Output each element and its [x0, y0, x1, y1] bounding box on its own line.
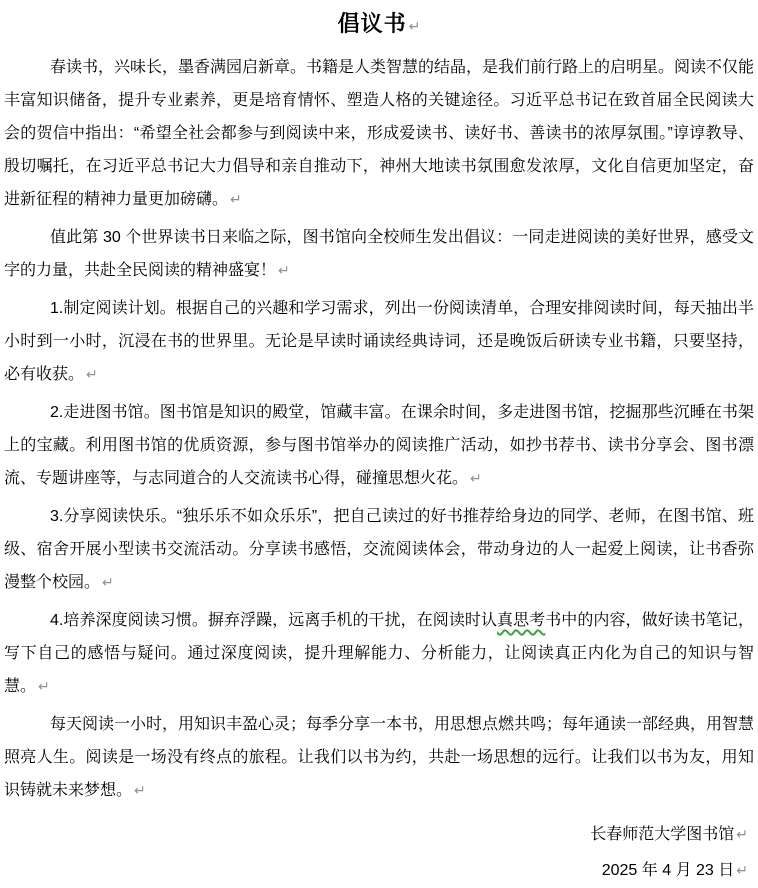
paragraph-intro[interactable]: [4, 51, 754, 217]
paragraph-mark-icon: ↵: [470, 471, 482, 487]
paragraph-occasion-text: 值此第 30 个世界读书日来临之际，图书馆向全校师生发出倡议：一同走进阅读的美好世界，感受文字的力量，共赴全民阅读的精神盛宴！: [4, 229, 754, 279]
paragraph-item-2-visit-library[interactable]: [4, 396, 754, 496]
grammar-check-squiggle: 真思考: [497, 612, 546, 629]
paragraph-item-4-text-before: 4.培养深度阅读习惯。摒弃浮躁，远离手机的干扰，在阅读时认: [50, 612, 498, 629]
signature-text: 长春师范大学图书馆: [590, 826, 735, 843]
paragraph-intro-text: 春读书，兴味长，墨香满园启新章。书籍是人类智慧的结晶，是我们前行路上的启明星。阅读不仅能丰富知识储备，提升专业素养，更是培育情怀、塑造人格的关键途径。习近平总书记在致首届全民阅读大会的贺信中指出：“希望全社会都参与到阅读中来，形成爱读书、读好书、善读书的浓厚氛围。”谆谆教导、殷切嘱托，在习近平总书记大力倡导和亲自推动下，神州大地读书氛围愈发浓厚，文化自信更加坚定，奋进新征程的精神力量更加磅礴。: [4, 59, 755, 208]
document-title[interactable]: [4, 8, 754, 43]
date-line[interactable]: [4, 854, 748, 888]
paragraph-item-1-text: 1.制定阅读计划。根据自己的兴趣和学习需求，列出一份阅读清单，合理安排阅读时间，每天抽出半小时到一小时，沉浸在书的世界里。无论是早读时诵读经典诗词，还是晚饭后研读专业书籍，只要坚持，必有收获。: [4, 300, 754, 383]
paragraph-mark-icon: ↵: [736, 827, 748, 843]
paragraph-item-3-text: 3.分享阅读快乐。“独乐乐不如众乐乐”，把自己读过的好书推荐给身边的同学、老师，在图书馆、班级、宿舍开展小型读书交流活动。分享读书感悟，交流阅读体会，带动身边的人一起爱上阅读，让书香弥漫整个校园。: [4, 508, 754, 591]
paragraph-mark-icon: ↵: [230, 192, 242, 208]
paragraph-item-4-text-after: 书中的内容，做好读书笔记，写下自己的感悟与疑问。通过深度阅读，提升理解能力、分析能力，让阅读真正内化为自己的知识与智慧。: [4, 612, 754, 695]
paragraph-closing-text: 每天阅读一小时，用知识丰盈心灵；每季分享一本书，用思想点燃共鸣；每年通读一部经典，用智慧照亮人生。阅读是一场没有终点的旅程。让我们以书为约，共赴一场思想的远行。让我们以书为友，用知识铸就未来梦想。: [4, 716, 755, 799]
paragraph-closing[interactable]: [4, 708, 754, 808]
signature-line[interactable]: [4, 818, 748, 852]
document-title-text: 倡议书: [337, 11, 407, 36]
paragraph-item-2-text: 2.走进图书馆。图书馆是知识的殿堂，馆藏丰富。在课余时间，多走进图书馆，挖掘那些沉睡在书架上的宝藏。利用图书馆的优质资源，参与图书馆举办的阅读推广活动，如抄书荐书、读书分享会、图书漂流、专题讲座等，与志同道合的人交流读书心得，碰撞思想火花。: [4, 404, 754, 487]
paragraph-item-3-share-joy[interactable]: [4, 500, 754, 600]
date-text: 2025 年 4 月 23 日: [601, 862, 735, 879]
paragraph-item-1-reading-plan[interactable]: [4, 292, 754, 392]
signature-block: [4, 818, 754, 888]
paragraph-mark-icon: ↵: [278, 263, 290, 279]
paragraph-mark-icon: ↵: [86, 367, 98, 383]
paragraph-mark-icon: ↵: [736, 863, 748, 879]
paragraph-mark-icon: ↵: [408, 19, 421, 35]
paragraph-mark-icon: ↵: [102, 575, 114, 591]
paragraph-item-4-deep-reading[interactable]: [4, 604, 754, 704]
paragraph-occasion[interactable]: [4, 221, 754, 288]
paragraph-mark-icon: ↵: [38, 679, 50, 695]
paragraph-mark-icon: ↵: [134, 783, 146, 799]
